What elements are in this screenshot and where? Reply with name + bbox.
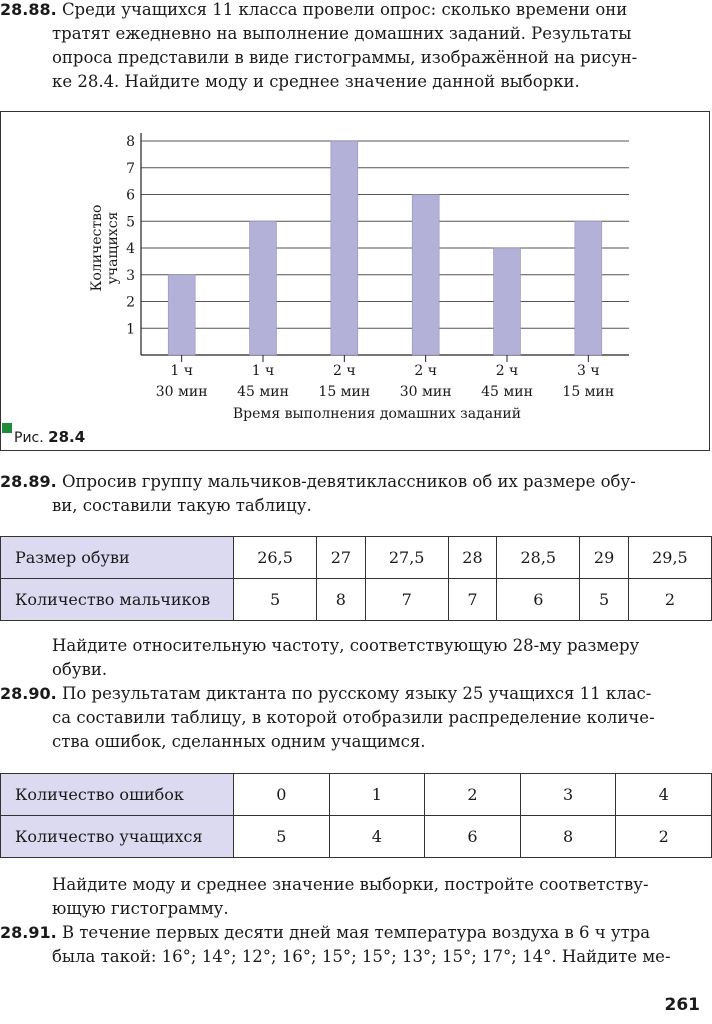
problem-number: 28.89.: [0, 472, 57, 491]
x-tick-label: 45 мин: [237, 384, 289, 400]
problem-28-90: [0, 682, 712, 754]
table-cell: 1: [329, 774, 425, 816]
text-line: 28.91. В течение первых десяти дней мая температура воздуха в 6 ч утра: [0, 923, 651, 942]
table-cell: 3: [520, 774, 616, 816]
y-tick-label: 2: [126, 294, 135, 311]
histogram-chart: [1, 112, 709, 450]
y-tick-label: 5: [126, 214, 135, 231]
text-line: Найдите относительную частоту, соответствующую 28-му размеру: [52, 636, 640, 655]
x-tick-label: 2 ч: [333, 363, 356, 379]
table-cell: 28,5: [497, 537, 580, 579]
bar: [331, 141, 358, 355]
problem-28-90-task: [0, 873, 712, 921]
table-cell: 5: [234, 579, 317, 621]
y-tick-label: 8: [126, 134, 135, 150]
y-tick-label: 3: [126, 267, 135, 284]
y-tick-label: 7: [126, 160, 135, 177]
table-cell: 27,5: [365, 537, 448, 579]
figure-frame: [0, 111, 710, 451]
text-line: 28.90. По результатам диктанта по русскому языку 25 учащихся 11 клас-: [0, 684, 652, 703]
row-header: Количество мальчиков: [1, 579, 234, 621]
table-cell: 6: [425, 816, 521, 858]
x-tick-label: 15 мин: [318, 384, 371, 400]
text-line: 28.88. Среди учащихся 11 класса провели опрос: сколько времени они: [0, 0, 628, 19]
table-cell: 8: [317, 579, 365, 621]
y-tick-label: 6: [126, 187, 135, 204]
page-number: 261: [664, 995, 700, 1015]
problem-28-89-task: [0, 634, 712, 682]
table-cell: 2: [628, 579, 711, 621]
text-line: ющую гистограмму.: [52, 899, 229, 918]
problem-number: 28.91.: [0, 923, 57, 942]
table-cell: 6: [497, 579, 580, 621]
text-line: обуви.: [52, 660, 108, 679]
row-header: Количество учащихся: [1, 816, 234, 858]
problem-28-88: [0, 0, 712, 94]
bar: [168, 275, 195, 355]
row-header: Размер обуви: [1, 537, 234, 579]
problem-number: 28.90.: [0, 684, 57, 703]
table-cell: 27: [317, 537, 365, 579]
x-tick-label: 45 мин: [481, 384, 533, 400]
x-tick-label: 1 ч: [251, 363, 275, 379]
table-cell: 8: [520, 816, 616, 858]
text-line: 28.89. Опросив группу мальчиков-девятиклассников об их размере обу-: [0, 472, 636, 491]
text-line: ства ошибок, сделанных одним учащимся.: [52, 732, 426, 751]
shoe-size-table: [0, 536, 712, 621]
table-row: [1, 579, 712, 621]
figure-marker: [2, 423, 12, 433]
text-line: была такой: 16°; 14°; 12°; 16°; 15°; 15°; 13°; 15°; 17°; 14°. Найдите ме-: [52, 947, 671, 966]
table-cell: 29,5: [628, 537, 711, 579]
figure-caption: Рис. 28.4: [14, 428, 86, 446]
table-cell: 7: [365, 579, 448, 621]
table-cell: 29: [580, 537, 628, 579]
table-cell: 4: [329, 816, 425, 858]
problem-28-91: [0, 921, 712, 969]
x-axis-label: Время выполнения домашних заданий: [232, 406, 522, 422]
text-line: ке 28.4. Найдите моду и среднее значение данной выборки.: [52, 72, 580, 91]
table-row: [1, 537, 712, 579]
x-tick-label: 30 мин: [155, 384, 208, 400]
text-line: тратят ежедневно на выполнение домашних заданий. Результаты: [52, 24, 632, 43]
table-cell: 2: [616, 816, 712, 858]
table-cell: 5: [580, 579, 628, 621]
x-tick-label: 1 ч: [170, 363, 193, 379]
row-header: Количество ошибок: [1, 774, 234, 816]
table-cell: 26,5: [234, 537, 317, 579]
x-tick-label: 2 ч: [414, 363, 437, 379]
x-tick-label: 2 ч: [495, 363, 519, 379]
problem-28-89: [0, 470, 712, 518]
table-row: [1, 816, 712, 858]
x-tick-label: 3 ч: [577, 363, 600, 379]
text-line: са составили таблицу, в которой отобразили распределение количе-: [52, 708, 655, 727]
table-cell: 0: [234, 774, 330, 816]
errors-table: [0, 773, 712, 858]
x-tick-label: 15 мин: [562, 384, 615, 400]
table-cell: 2: [425, 774, 521, 816]
bar: [250, 221, 277, 355]
table-cell: 28: [448, 537, 496, 579]
y-tick-label: 1: [126, 321, 135, 338]
table-cell: 5: [234, 816, 330, 858]
bar: [412, 195, 439, 356]
problem-number: 28.88.: [0, 0, 57, 19]
y-axis-label: учащихся: [105, 211, 121, 285]
table-cell: 7: [448, 579, 496, 621]
bar: [575, 221, 602, 355]
x-tick-label: 30 мин: [399, 384, 452, 400]
text-line: опроса представили в виде гистограммы, изображённой на рисун-: [52, 48, 638, 67]
text-line: Найдите моду и среднее значение выборки, постройте соответству-: [52, 875, 649, 894]
y-axis-label: Количество: [89, 204, 105, 292]
y-tick-label: 4: [126, 241, 135, 257]
bar: [494, 248, 521, 355]
table-row: [1, 774, 712, 816]
table-cell: 4: [616, 774, 712, 816]
text-line: ви, составили такую таблицу.: [52, 496, 312, 515]
